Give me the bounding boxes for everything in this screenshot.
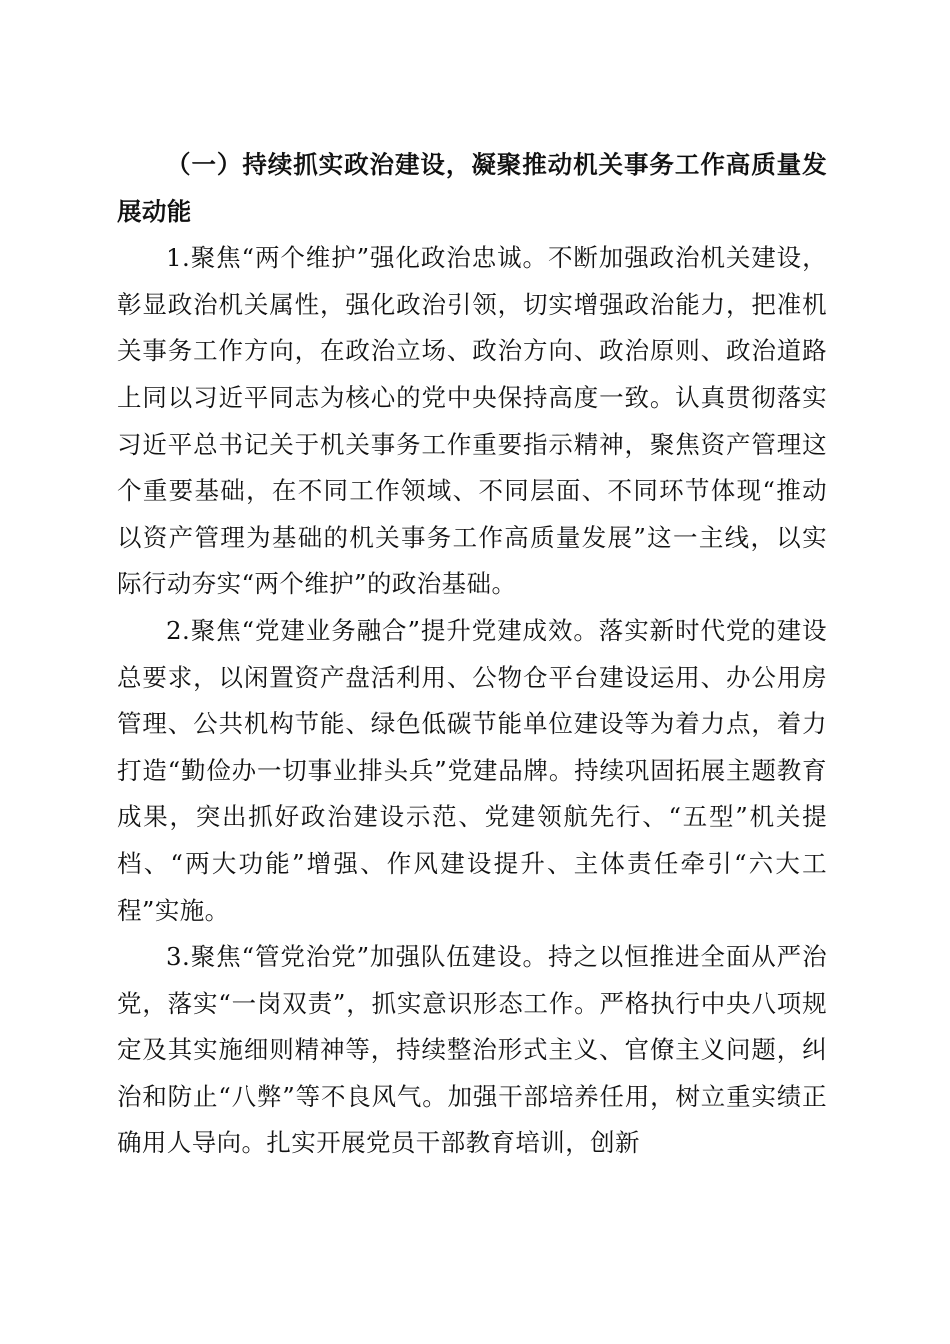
document-body bbox=[117, 142, 827, 1167]
paragraph-1: 1.聚焦“两个维护”强化政治忠诚。不断加强政治机关建设，彰显政治机关属性，强化政治引领，切实增强政治能力，把准机关事务工作方向，在政治立场、政治方向、政治原则、政治道路上同以习近平同志为核心的党中央保持高度一致。认真贯彻落实习近平总书记关于机关事务工作重要指示精神，聚焦资产管理这个重要基础，在不同工作领域、不同层面、不同环节体现“推动以资产管理为基础的机关事务工作高质量发展”这一主线，以实际行动夯实“两个维护”的政治基础。 bbox=[117, 243, 827, 599]
paragraph-3: 3.聚焦“管党治党”加强队伍建设。持之以恒推进全面从严治党，落实“一岗双责”，抓实意识形态工作。严格执行中央八项规定及其实施细则精神等，持续整治形式主义、官僚主义问题，纠治和防止“八弊”等不良风气。加强干部培养任用，树立重实绩正确用人导向。扎实开展党员干部教育培训，创新 bbox=[117, 942, 827, 1158]
section-heading: （一）持续抓实政治建设，凝聚推动机关事务工作高质量发展动能 bbox=[117, 150, 827, 226]
paragraph-2: 2.聚焦“党建业务融合”提升党建成效。落实新时代党的建设总要求，以闲置资产盘活利用、公物仓平台建设运用、办公用房管理、公共机构节能、绿色低碳节能单位建设等为着力点，着力打造“勤俭办一切事业排头兵”党建品牌。持续巩固拓展主题教育成果，突出抓好政治建设示范、党建领航先行、“五型”机关提档、“两大功能”增强、作风建设提升、主体责任牵引“六大工程”实施。 bbox=[117, 615, 827, 925]
